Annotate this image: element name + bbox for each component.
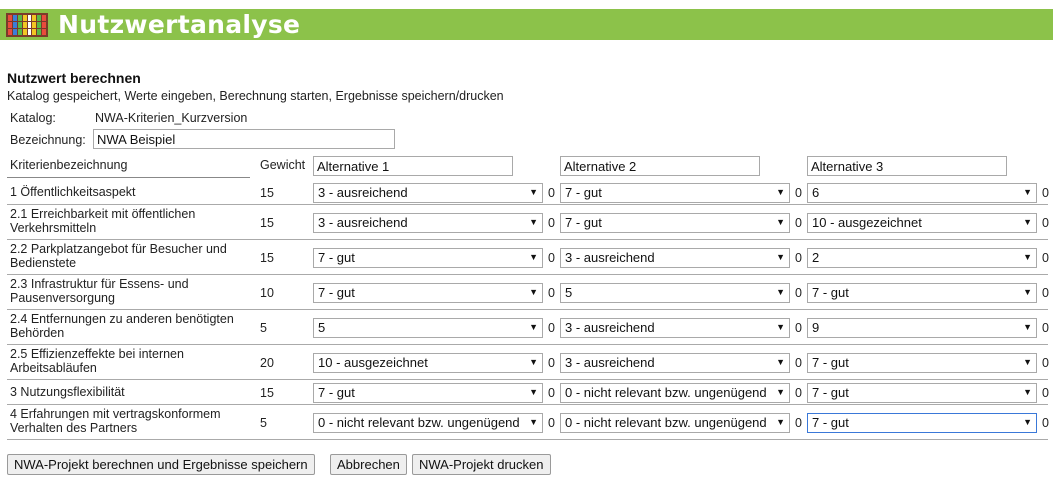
rating-select-alt-1[interactable] bbox=[313, 383, 543, 403]
score-value: 0 bbox=[548, 250, 555, 265]
table-row bbox=[0, 345, 1053, 380]
score-value: 0 bbox=[795, 285, 802, 300]
print-button[interactable]: NWA-Projekt drucken bbox=[412, 454, 551, 475]
page-subtitle: Katalog gespeichert, Werte eingeben, Berechnung starten, Ergebnisse speichern/drucken bbox=[7, 89, 504, 103]
chevron-down-icon: ▼ bbox=[1023, 356, 1032, 367]
score-value: 0 bbox=[795, 355, 802, 370]
catalog-value: NWA-Kriterien_Kurzversion bbox=[95, 111, 248, 125]
rating-select-alt-3[interactable] bbox=[807, 413, 1037, 433]
chevron-down-icon: ▼ bbox=[529, 186, 538, 197]
rating-select-alt-3[interactable] bbox=[807, 283, 1037, 303]
rating-select-value: 3 - ausreichend bbox=[565, 319, 655, 335]
rating-select-value: 3 - ausreichend bbox=[565, 249, 655, 265]
weight-value: 20 bbox=[260, 355, 274, 370]
rating-select-alt-2[interactable] bbox=[560, 213, 790, 233]
score-value: 0 bbox=[548, 215, 555, 230]
alternative-3-name-input[interactable] bbox=[807, 156, 1007, 176]
chevron-down-icon: ▼ bbox=[1023, 286, 1032, 297]
rating-select-value: 10 - ausgezeichnet bbox=[318, 354, 428, 370]
rating-select-alt-2[interactable] bbox=[560, 183, 790, 203]
weight-column-header: Gewicht bbox=[260, 158, 306, 172]
table-row bbox=[0, 180, 1053, 205]
weight-value: 15 bbox=[260, 385, 274, 400]
alternative-2-name-input[interactable] bbox=[560, 156, 760, 176]
rating-select-value: 3 - ausreichend bbox=[318, 184, 408, 200]
score-value: 0 bbox=[548, 285, 555, 300]
criterion-label: 2.3 Infrastruktur für Essens- und Pausenversorgung bbox=[10, 277, 189, 305]
app-title: Nutzwertanalyse bbox=[58, 10, 301, 39]
rating-select-value: 7 - gut bbox=[812, 354, 849, 370]
abacus-logo-icon bbox=[6, 13, 48, 37]
score-value: 0 bbox=[548, 415, 555, 430]
weight-value: 15 bbox=[260, 215, 274, 230]
chevron-down-icon: ▼ bbox=[529, 386, 538, 397]
rating-select-value: 3 - ausreichend bbox=[318, 214, 408, 230]
table-row bbox=[0, 240, 1053, 275]
criterion-label: 2.4 Entfernungen zu anderen benötigten Behörden bbox=[10, 312, 234, 340]
criterion-label: 2.2 Parkplatzangebot für Besucher und Bedienstete bbox=[10, 242, 227, 270]
rating-select-alt-3[interactable] bbox=[807, 248, 1037, 268]
rating-select-value: 5 bbox=[565, 284, 573, 300]
chevron-down-icon: ▼ bbox=[1023, 321, 1032, 332]
designation-label: Bezeichnung: bbox=[10, 133, 86, 147]
table-row bbox=[0, 310, 1053, 345]
criterion-label: 2.1 Erreichbarkeit mit öffentlichen Verkehrsmitteln bbox=[10, 207, 196, 235]
score-value: 0 bbox=[795, 215, 802, 230]
score-value: 0 bbox=[795, 415, 802, 430]
table-row bbox=[0, 405, 1053, 440]
row-divider bbox=[7, 439, 1048, 440]
score-value: 0 bbox=[795, 385, 802, 400]
score-value: 0 bbox=[1042, 385, 1049, 400]
chevron-down-icon: ▼ bbox=[776, 286, 785, 297]
rating-select-alt-3[interactable] bbox=[807, 353, 1037, 373]
score-value: 0 bbox=[1042, 185, 1049, 200]
designation-input[interactable] bbox=[93, 129, 395, 149]
rating-select-value: 7 - gut bbox=[565, 214, 602, 230]
chevron-down-icon: ▼ bbox=[776, 356, 785, 367]
rating-select-alt-2[interactable] bbox=[560, 318, 790, 338]
chevron-down-icon: ▼ bbox=[776, 251, 785, 262]
table-row bbox=[0, 275, 1053, 310]
score-value: 0 bbox=[1042, 250, 1049, 265]
score-value: 0 bbox=[795, 250, 802, 265]
rating-select-value: 0 - nicht relevant bzw. ungenügend bbox=[565, 414, 767, 430]
rating-select-value: 7 - gut bbox=[812, 384, 849, 400]
chevron-down-icon: ▼ bbox=[1023, 186, 1032, 197]
rating-select-value: 5 bbox=[318, 319, 326, 335]
rating-select-value: 7 - gut bbox=[318, 284, 355, 300]
chevron-down-icon: ▼ bbox=[529, 251, 538, 262]
table-row bbox=[0, 380, 1053, 405]
rating-select-value: 7 - gut bbox=[812, 414, 849, 430]
rating-select-value: 10 - ausgezeichnet bbox=[812, 214, 922, 230]
chevron-down-icon: ▼ bbox=[1023, 416, 1032, 427]
score-value: 0 bbox=[1042, 285, 1049, 300]
rating-select-value: 3 - ausreichend bbox=[565, 354, 655, 370]
rating-select-alt-3[interactable] bbox=[807, 383, 1037, 403]
chevron-down-icon: ▼ bbox=[776, 321, 785, 332]
score-value: 0 bbox=[1042, 320, 1049, 335]
rating-select-value: 7 - gut bbox=[318, 249, 355, 265]
alternative-1-name-input[interactable] bbox=[313, 156, 513, 176]
chevron-down-icon: ▼ bbox=[1023, 386, 1032, 397]
score-value: 0 bbox=[1042, 415, 1049, 430]
rating-select-value: 7 - gut bbox=[565, 184, 602, 200]
rating-select-alt-1[interactable] bbox=[313, 413, 543, 433]
weight-value: 15 bbox=[260, 185, 274, 200]
rating-select-alt-3[interactable] bbox=[807, 213, 1037, 233]
rating-select-alt-2[interactable] bbox=[560, 283, 790, 303]
score-value: 0 bbox=[795, 185, 802, 200]
chevron-down-icon: ▼ bbox=[1023, 216, 1032, 227]
criteria-column-header: Kriterienbezeichnung bbox=[10, 158, 128, 172]
score-value: 0 bbox=[548, 185, 555, 200]
score-value: 0 bbox=[1042, 355, 1049, 370]
rating-select-value: 0 - nicht relevant bzw. ungenügend bbox=[565, 384, 767, 400]
chevron-down-icon: ▼ bbox=[529, 321, 538, 332]
chevron-down-icon: ▼ bbox=[1023, 251, 1032, 262]
rating-select-value: 6 bbox=[812, 184, 820, 200]
app-header bbox=[0, 9, 1053, 40]
weight-value: 5 bbox=[260, 415, 267, 430]
calculate-and-save-button[interactable]: NWA-Projekt berechnen und Ergebnisse speichern bbox=[7, 454, 315, 475]
chevron-down-icon: ▼ bbox=[529, 286, 538, 297]
weight-value: 15 bbox=[260, 250, 274, 265]
chevron-down-icon: ▼ bbox=[776, 186, 785, 197]
criterion-label: 2.5 Effizienzeffekte bei internen Arbeitsabläufen bbox=[10, 347, 184, 375]
catalog-label: Katalog: bbox=[10, 111, 56, 125]
score-value: 0 bbox=[795, 320, 802, 335]
chevron-down-icon: ▼ bbox=[776, 416, 785, 427]
chevron-down-icon: ▼ bbox=[776, 386, 785, 397]
rating-select-alt-1[interactable] bbox=[313, 183, 543, 203]
rating-select-value: 0 - nicht relevant bzw. ungenügend bbox=[318, 414, 520, 430]
rating-select-value: 7 - gut bbox=[812, 284, 849, 300]
rating-select-alt-1[interactable] bbox=[313, 248, 543, 268]
weight-value: 10 bbox=[260, 285, 274, 300]
score-value: 0 bbox=[548, 320, 555, 335]
rating-select-alt-1[interactable] bbox=[313, 213, 543, 233]
score-value: 0 bbox=[548, 385, 555, 400]
chevron-down-icon: ▼ bbox=[529, 416, 538, 427]
rating-select-alt-1[interactable] bbox=[313, 283, 543, 303]
rating-select-alt-3[interactable] bbox=[807, 183, 1037, 203]
rating-select-value: 7 - gut bbox=[318, 384, 355, 400]
chevron-down-icon: ▼ bbox=[529, 216, 538, 227]
rating-select-alt-1[interactable] bbox=[313, 318, 543, 338]
rating-select-alt-3[interactable] bbox=[807, 318, 1037, 338]
page-title: Nutzwert berechnen bbox=[7, 70, 141, 86]
rating-select-alt-2[interactable] bbox=[560, 248, 790, 268]
rating-select-alt-2[interactable] bbox=[560, 413, 790, 433]
chevron-down-icon: ▼ bbox=[529, 356, 538, 367]
criterion-label: 4 Erfahrungen mit vertragskonformem Verhalten des Partners bbox=[10, 407, 221, 435]
rating-select-alt-1[interactable] bbox=[313, 353, 543, 373]
rating-select-alt-2[interactable] bbox=[560, 353, 790, 373]
rating-select-value: 9 bbox=[812, 319, 820, 335]
rating-select-alt-2[interactable] bbox=[560, 383, 790, 403]
rating-select-value: 2 bbox=[812, 249, 820, 265]
criteria-header-underline bbox=[7, 177, 250, 178]
cancel-button[interactable]: Abbrechen bbox=[330, 454, 407, 475]
score-value: 0 bbox=[1042, 215, 1049, 230]
criterion-label: 1 Öffentlichkeitsaspekt bbox=[10, 185, 136, 199]
criterion-label: 3 Nutzungsflexibilität bbox=[10, 385, 125, 399]
score-value: 0 bbox=[548, 355, 555, 370]
weight-value: 5 bbox=[260, 320, 267, 335]
table-row bbox=[0, 205, 1053, 240]
chevron-down-icon: ▼ bbox=[776, 216, 785, 227]
